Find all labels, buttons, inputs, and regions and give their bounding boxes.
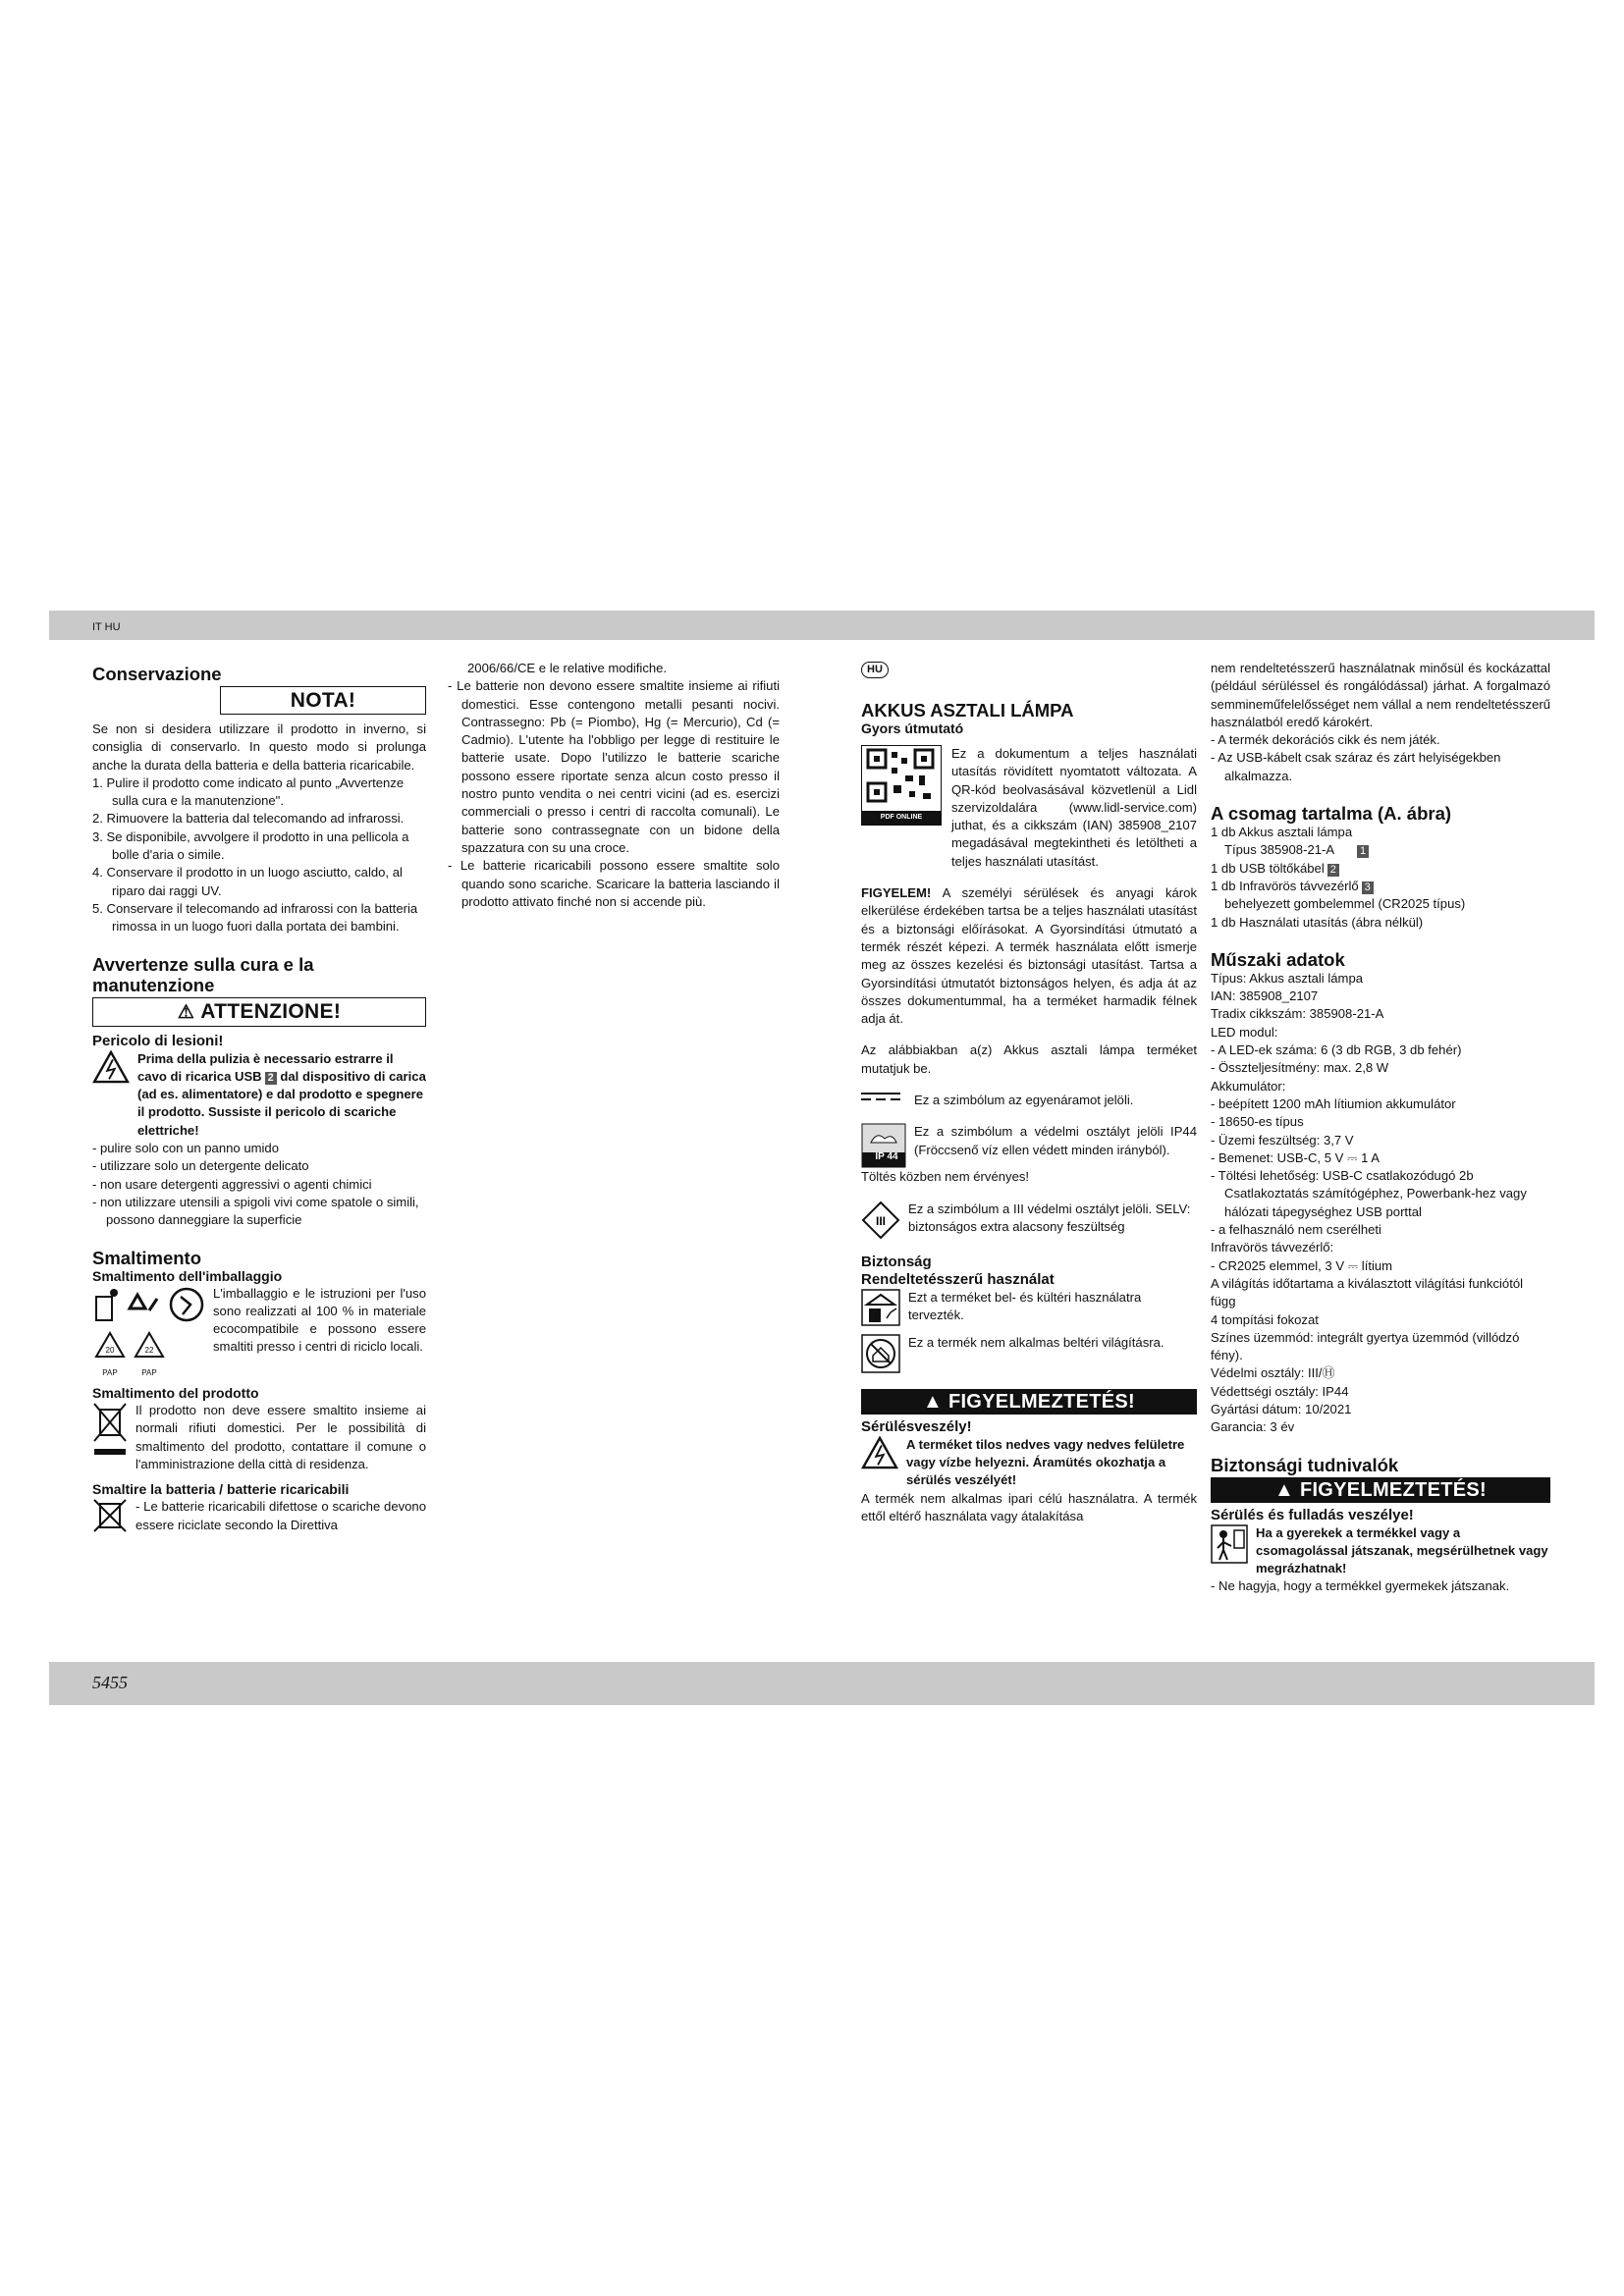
product-subtitle: Gyors útmutató [861,721,964,736]
smaltimento-heading: Smaltimento [92,1247,202,1268]
class3-text: Ez a szimbólum a III védelmi osztályt jelöli. SELV: biztonságos extra alacsony feszültség [908,1201,1191,1234]
qr-code-icon [861,745,942,826]
spec-line: - A LED-ek száma: 6 (3 db RGB, 3 db fehér) [1211,1042,1462,1058]
header-band [49,611,1595,640]
spec-line: 4 tompítási fokozat [1211,1311,1319,1327]
dc-symbol-text: Ez a szimbólum az egyenáramot jelöli. [914,1093,1134,1108]
intro-text: Az alábbiakban a(z) Akkus asztali lámpa terméket mutatjuk be. [861,1042,1197,1076]
qr-block [861,745,1197,871]
product-title: AKKUS ASZTALI LÁMPA [861,700,1074,721]
prodotto-text: Il prodotto non deve essere smaltito insieme ai normali rifiuti domestici. Per le possibilità di smaltimento del prodotto, contattare il comune o l'amministrazione della città di residenza. [135,1403,426,1472]
safety-heading: Biztonság [861,1253,932,1270]
package-contents-heading: A csomag tartalma (A. ábra) [1211,803,1452,825]
spec-line: Gyártási dátum: 10/2021 [1211,1401,1352,1416]
care-item: - pulire solo con un panno umido [92,1141,279,1156]
spec-line: Védelmi osztály: III/Ⓗ [1211,1365,1335,1381]
crossed-bin-icon [92,1498,128,1533]
package-item: 1 db Használati utasítás (ábra nélkül) [1211,914,1424,930]
electric-hazard-icon [861,1436,898,1469]
batteria-heading: Smaltire la batteria / batterie ricaricabili [92,1481,350,1498]
package-contents-list [1211,824,1550,932]
language-badge: HU [861,662,889,678]
industrial-use-text: A termék nem alkalmas ipari célú használatra. A termék ettől eltérő használata vagy átalakítása [861,1490,1197,1523]
package-item: 1 db Infravörös távvezérlő 3 [1211,878,1550,895]
protection-class-iii-icon [861,1201,900,1240]
page-code: 5455 [92,1673,128,1692]
battery-disposal-text: - Le batterie non devono essere smaltite insieme ai rifiuti domestici. Esse contengono metalli pesanti nocivi. Contrassegno: Pb (= Piombo), Hg (= Mercurio), Cd (= Cadmio). L'utente ha l'obbligo per legge di restituire le batterie usate. Dopo l'utilizzo le batterie scariche possono essere riportate senza alcun costo presso il nostro punto vendita o nei centri vicini (ad es. esercizi commerciali o presso i centri di raccolta comunali). Le batterie sono contrassegnate con un bidone della spazzatura con su una croce. [448,678,780,855]
spec-line: Tradix cikkszám: 385908-21-A [1211,1006,1384,1022]
imballaggio-text: L'imballaggio e le istruzioni per l'uso sono realizzati al 100 % in materiale ecocompatibile e possono essere smaltiti presso i centri di riciclo locali. [213,1285,426,1355]
package-item: 1 db Akkus asztali lámpa [1211,825,1353,840]
spec-line: A világítás időtartama a kiválasztott világítási funkciótól függ [1211,1275,1524,1309]
suffocation-warning [1211,1524,1550,1578]
storage-step: 2. Rimuovere la batteria dal telecomando ad infrarossi. [92,811,405,827]
ref-badge: 2 [265,1072,277,1085]
technical-data-heading: Műszaki adatok [1211,948,1345,970]
recycling-symbols [92,1285,205,1378]
conservazione-heading: Conservazione [92,664,222,684]
spec-line: - Üzemi feszültség: 3,7 V [1211,1132,1354,1148]
figyelmeztetes-box: ▲ FIGYELMEZTETÉS! [861,1389,1197,1415]
children-note: - Ne hagyja, hogy a termékkel gyermekek játszanak. [1211,1578,1510,1594]
safety-notes-heading: Biztonsági tudnivalók [1211,1454,1399,1475]
pericolo-heading: Pericolo di lesioni! [92,1032,224,1049]
suffocation-heading: Sérülés és fulladás veszélye! [1211,1506,1414,1523]
room-text: Ez a termék nem alkalmas beltéri világításra. [908,1334,1164,1350]
spec-line: - Összteljesítmény: max. 2,8 W [1211,1060,1389,1076]
recycle-code: 20 [105,1346,115,1356]
care-item: - non usare detergenti aggressivi o agenti chimici [92,1176,372,1192]
imballaggio-block [92,1285,426,1378]
electric-hazard-icon [92,1050,130,1084]
indoor-text: Ezt a terméket bel- és kültéri használatra tervezték. [908,1289,1142,1322]
battery-discharge-text: - Le batterie ricaricabili possono essere smaltite solo quando sono scariche. Scaricare la batteria lasciando il prodotto attivato finché non si accende più. [448,858,780,909]
suffocation-text: Ha a gyerekek a termékkel vagy a csomagolással játszanak, megsérülhetnek vagy megrázhatnak! [1256,1524,1548,1576]
indoor-symbol-row [861,1289,1197,1326]
recycle-code: PAP [141,1368,157,1378]
storage-steps [92,774,426,936]
spec-line: Védettségi osztály: IP44 [1211,1383,1349,1399]
batteria-block [92,1498,426,1534]
pericolo-text: Prima della pulizia è necessario estrarre il cavo di ricarica USB [137,1050,394,1084]
direct-current-icon [861,1092,900,1101]
prodotto-heading: Smaltimento del prodotto [92,1385,259,1402]
care-item: - non utilizzare utensili a spigoli vivi come spatole o simili, possono danneggiare la superficie [92,1194,419,1228]
electric-warning [92,1050,426,1140]
column-hungarian-2 [1211,660,1550,1596]
package-item: Típus 385908-21-A 1 [1211,841,1550,859]
package-item: behelyezett gombelemmel (CR2025 típus) [1224,896,1466,912]
spec-line: - beépített 1200 mAh lítiumion akkumulátor [1211,1095,1456,1111]
intended-use-heading: Rendeltetésszerű használat [861,1270,1055,1288]
spec-line: - Töltési lehetőség: USB-C csatlakozódugó 2b [1211,1168,1474,1184]
spec-line: Csatlakoztatás számítógéphez, Powerbank-hez vagy hálózati tápegységhez USB porttal [1224,1186,1527,1219]
prodotto-block [92,1402,426,1473]
spec-line: Színes üzemmód: integrált gyertya üzemmód (villódzó fény). [1211,1329,1520,1363]
attenzione-box: ⚠ ATTENZIONE! [92,997,426,1027]
figyelmeztetes-box: ▲ FIGYELMEZTETÉS! [1211,1477,1550,1503]
storage-step: 3. Se disponibile, avvolgere il prodotto in una pellicola a bolle d'aria o simile. [92,828,409,863]
warning-triangle-icon: ▲ [922,1390,948,1413]
figyelem-text: A személyi sérülések és anyagi károk elkerülése érdekében tartsa be a teljes használati utasítást és a biztonsági előírásokat. A Gyorsindítási útmutató a termék részét képezi. A termék használata előtt ismerje meg az összes kezelési és biztonsági utasítást. Tartsa a Gyorsindítási útmutatót biztonságos helyen, és adja át az összes dokumentummal, ha a terméket harmadik félnek adja át. [861,885,1197,1027]
spec-line: - 18650-es típus [1211,1114,1304,1130]
recycle-code: 22 [144,1346,154,1356]
injury-heading: Sérülésveszély! [861,1417,972,1435]
batteria-text: - Le batterie ricaricabili difettose o scariche devono essere riciclate secondo la Direttiva [135,1499,426,1532]
warning-triangle-icon: ⚠ [177,1001,195,1023]
ref-badge: 2 [1327,864,1339,877]
usage-item: - A termék dekorációs cikk és nem játék. [1211,732,1440,748]
spec-line: Akkumulátor: [1211,1078,1286,1094]
storage-step: 4. Conservare il prodotto in un luogo asciutto, caldo, al riparo dai raggi UV. [92,865,403,898]
usage-item: - Az USB-kábelt csak száraz és zárt helyiségekben alkalmazza. [1211,750,1501,783]
column-italian-1 [92,660,426,1534]
spec-line: - a felhasználó nem cserélheti [1211,1222,1381,1238]
spec-line: - CR2025 elemmel, 3 V ⎓ lítium [1211,1257,1393,1273]
warning-triangle-icon: ▲ [1273,1478,1300,1501]
child-hazard-icon [1211,1524,1248,1564]
ref-badge: 1 [1357,845,1369,858]
qr-text: Ez a dokumentum a teljes használati utasítás rövidített nyomtatott változata. A QR-kód beolvasásával közvetlenül a Lidl szervizoldalára (www.lidl-service.com) juthat, és a cikkszám (IAN) 385908_2107 megadásával megtekintheti és letöltheti a teljes használati utasítást. [951,746,1197,869]
spec-line: Infravörös távvezérlő: [1211,1240,1334,1255]
directive-text: 2006/66/CE e le relative modifiche. [467,661,668,675]
column-hungarian-1 [861,660,1197,1525]
misuse-text: nem rendeltetésszerű használatnak minősül és kockázattal (például sérüléssel és rongálódással) járhat. A forgalmazó semmineműfelelősséget nem vállal a nem rendeltetésszerű használatból eredő károkért. [1211,661,1550,729]
package-item: 1 db USB töltőkábel 2 [1211,860,1550,878]
imballaggio-heading: Smaltimento dell'imballaggio [92,1267,283,1284]
figyelem-label: FIGYELEM! [861,885,932,901]
room-symbol-row [861,1334,1197,1373]
spec-line: Típus: Akkus asztali lámpa [1211,970,1364,986]
crossed-bin-icon [92,1402,128,1459]
care-list [92,1140,426,1229]
qr-caption: PDF ONLINE [862,811,941,825]
nota-text: Se non si desidera utilizzare il prodotto in inverno, si consiglia di conservarlo. In questo modo si prolunga anche la durata della batteria e della batteria ricaricabile. [92,721,426,773]
recycle-code: PAP [102,1368,118,1378]
care-heading: Avvertenze sulla cura e la manutenzione [92,953,314,995]
nota-box: NOTA! [220,686,426,715]
charging-note: Töltés közben nem érvényes! [861,1169,1030,1185]
ref-badge: 3 [1362,881,1374,894]
spec-line: LED modul: [1211,1024,1278,1040]
storage-step: 1. Pulire il prodotto come indicato al punto „Avvertenze sulla cura e la manutenzione". [92,774,405,809]
spec-line: IAN: 385908_2107 [1211,988,1319,1004]
spec-line: - Bemenet: USB-C, 5 V ⎓ 1 A [1211,1149,1380,1165]
spec-line: Garancia: 3 év [1211,1419,1295,1435]
no-room-lighting-icon [861,1334,900,1373]
footer-band [49,1662,1595,1705]
injury-warning [861,1436,1197,1490]
language-marker: IT HU [92,621,121,633]
class3-symbol-row [861,1201,1197,1240]
recycling-icon [92,1285,205,1324]
injury-text: A terméket tilos nedves vagy nedves felületre vagy vízbe helyezni. Áramütés okozhatja a sérülés veszélyét! [906,1436,1185,1488]
column-italian-2 [448,660,780,911]
storage-step: 5. Conservare il telecomando ad infrarossi con la batteria rimossa in un luogo fuori dalla portata dei bambini. [92,900,418,934]
dc-symbol-row [861,1092,1197,1109]
ip-symbol-row [861,1123,1197,1168]
pericolo-text: dal dispositivo di carica (ad es. alimentatore) e dal prodotto e spegnere il prodotto. Sussiste il pericolo di scariche elettriche! [137,1068,426,1138]
ip-symbol-text: Ez a szimbólum a védelmi osztályt jelöli IP44 (Fröccsenő víz ellen védett minden irányból). [914,1124,1197,1157]
care-item: - utilizzare solo un detergente delicato [92,1158,309,1174]
technical-data-list [1211,970,1550,1437]
indoor-outdoor-icon [861,1289,900,1326]
class-iii-label: III [875,1213,887,1228]
